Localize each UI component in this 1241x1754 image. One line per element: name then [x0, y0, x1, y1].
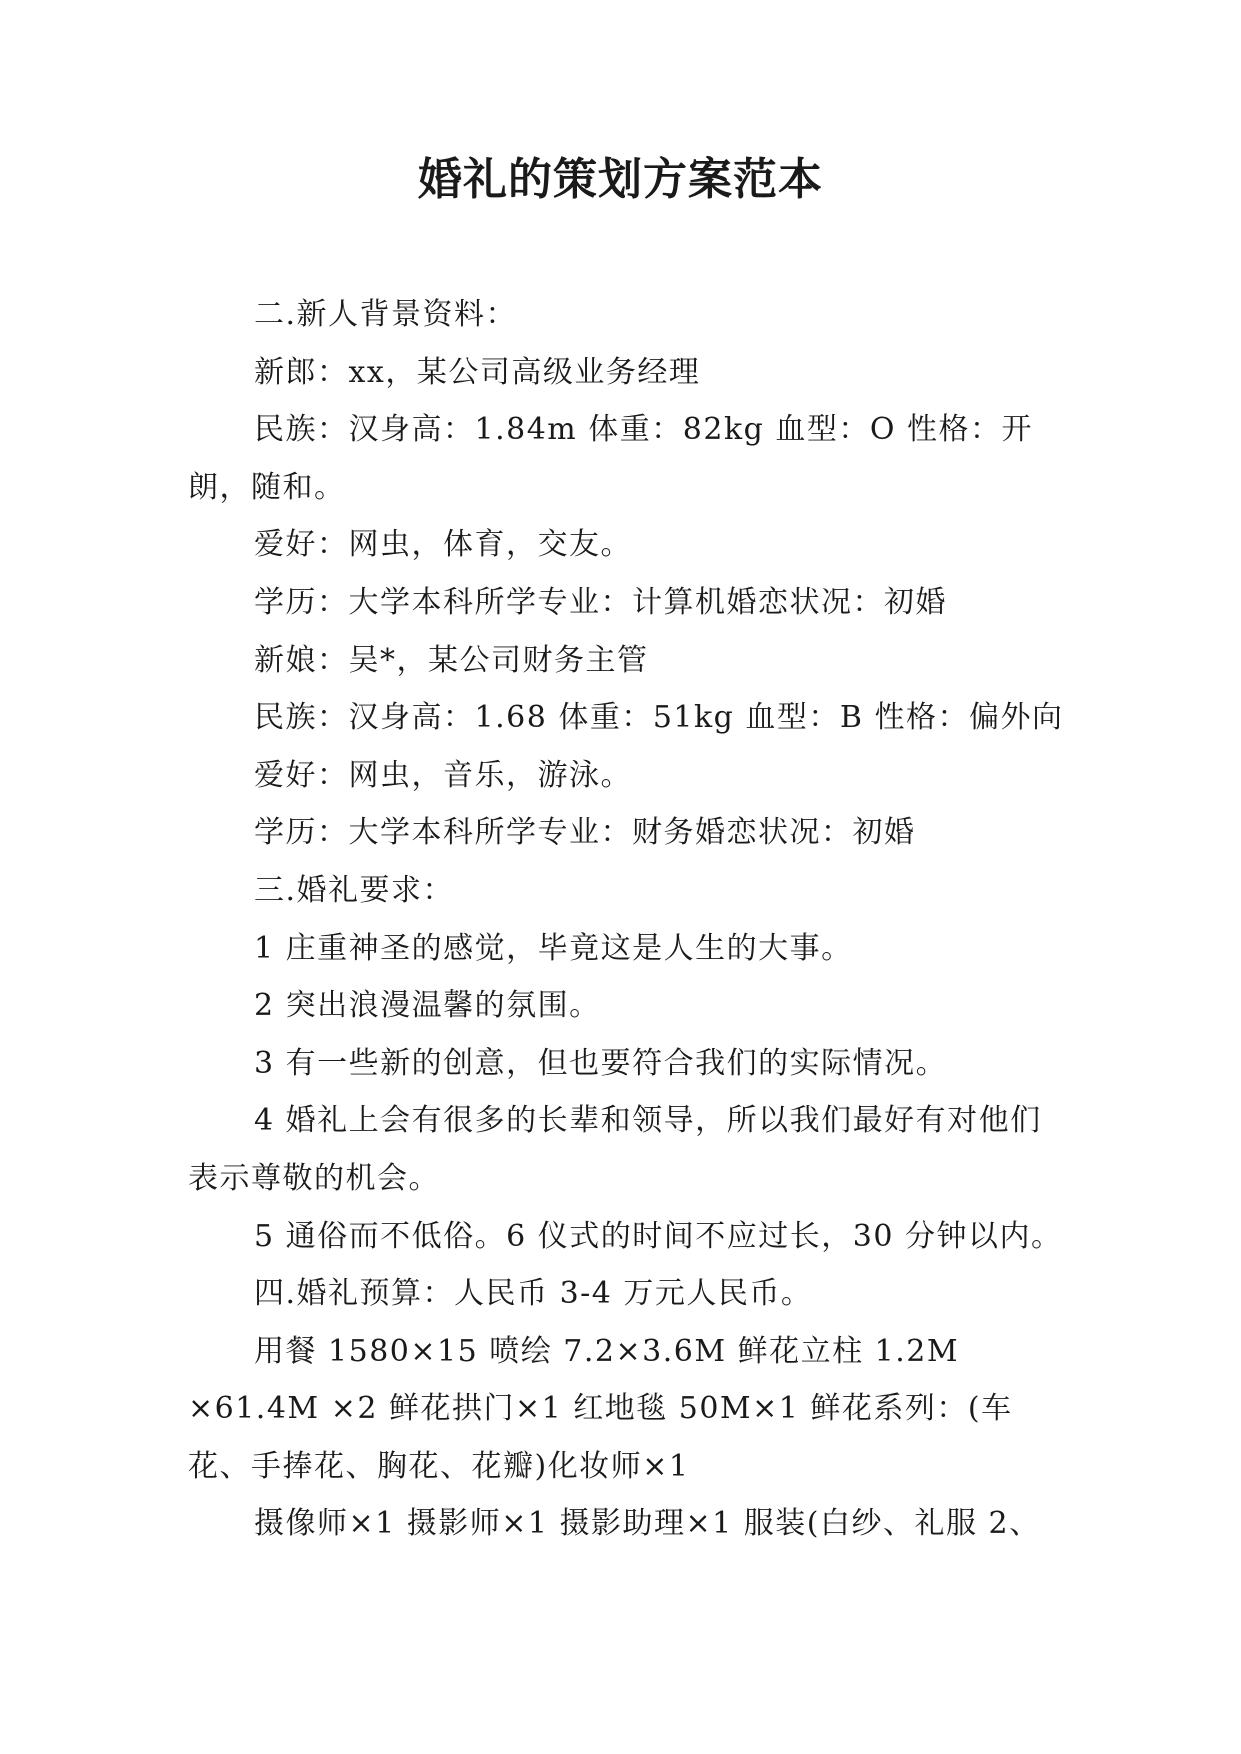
requirement-item: 1 庄重神圣的感觉，毕竟这是人生的大事。	[254, 930, 853, 966]
requirement-item: 3 有一些新的创意，但也要符合我们的实际情况。	[254, 1045, 948, 1081]
budget-items: 摄像师×1 摄影师×1 摄影助理×1 服装(白纱、礼服 2、	[254, 1506, 1041, 1542]
paragraph-groom: 新郎：xx，某公司高级业务经理	[254, 354, 701, 390]
requirement-item: 2 突出浪漫温馨的氛围。	[254, 988, 601, 1024]
requirement-item: 4 婚礼上会有很多的长辈和领导，所以我们最好有对他们表示尊敬的机会。	[188, 1103, 1042, 1196]
paragraph-groom-education: 学历：大学本科所学专业：计算机婚恋状况：初婚	[254, 584, 947, 620]
requirement-item: 5 通俗而不低俗。6 仪式的时间不应过长，30 分钟以内。	[254, 1218, 1063, 1254]
paragraph-groom-hobbies: 爱好：网虫，体育，交友。	[254, 527, 632, 563]
section-heading-background: 二.新人背景资料：	[254, 297, 518, 332]
paragraph-bride: 新娘：吴*，某公司财务主管	[254, 642, 649, 678]
paragraph-bride-hobbies: 爱好：网虫，音乐，游泳。	[254, 757, 632, 793]
paragraph-groom-details: 民族：汉身高：1.84m 体重：82kg 血型：O 性格：开朗，随和。	[188, 412, 1034, 505]
budget-items: 用餐 1580×15 喷绘 7.2×3.6M 鲜花立柱 1.2M ×61.4M ×2 鲜花拱门×1 红地毯 50M×1 鲜花系列：(车花、手捧花、胸花、花瓣)化妆师×1	[188, 1333, 1013, 1484]
section-heading-requirements: 三.婚礼要求：	[254, 872, 455, 908]
document-body	[188, 286, 1068, 1553]
paragraph-bride-details: 民族：汉身高：1.68 体重：51kg 血型：B 性格：偏外向	[254, 700, 1064, 736]
section-heading-budget: 四.婚礼预算：人民币 3-4 万元人民币。	[254, 1276, 813, 1312]
document-title: 婚礼的策划方案范本	[418, 154, 823, 205]
paragraph-bride-education: 学历：大学本科所学专业：财务婚恋状况：初婚	[254, 815, 916, 851]
